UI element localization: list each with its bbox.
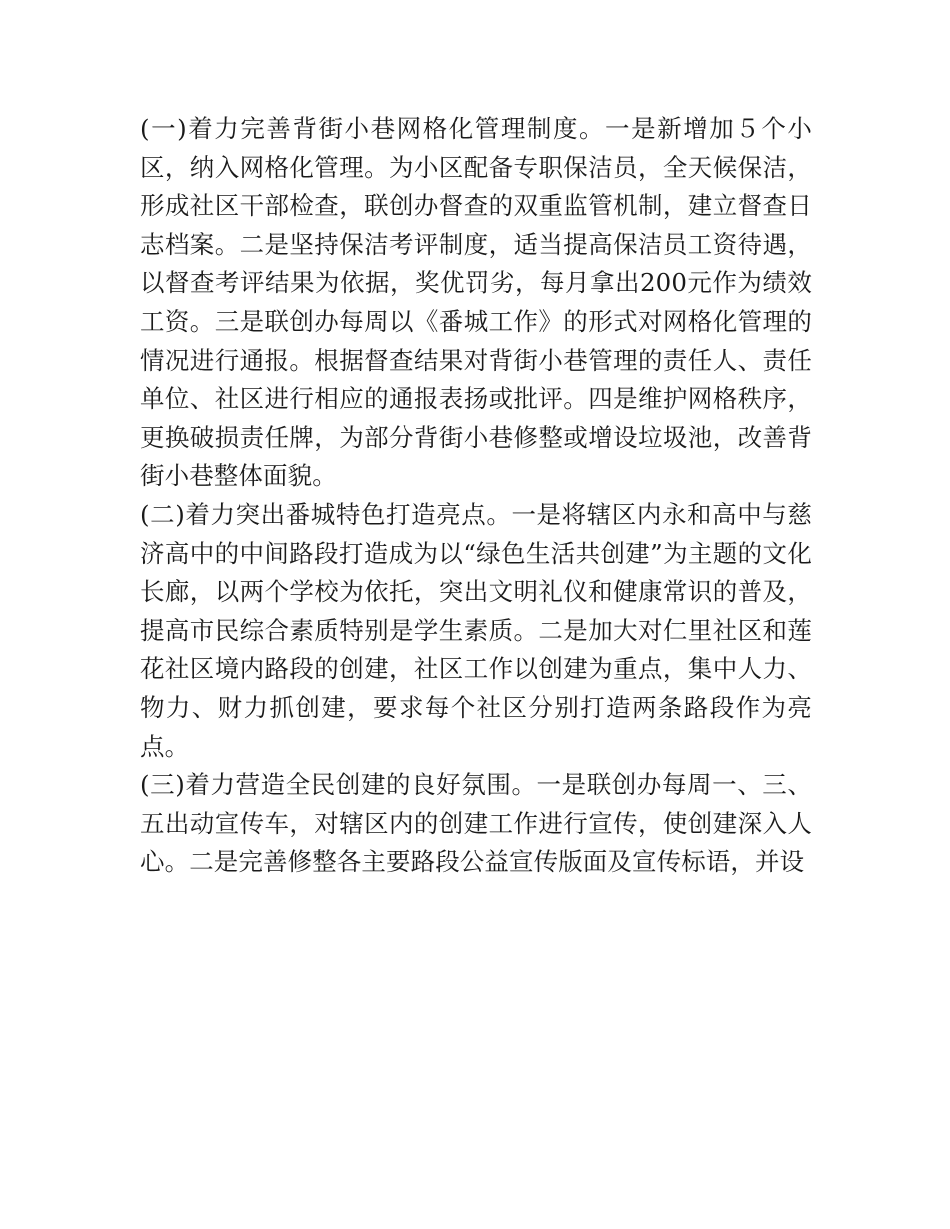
paragraph-3: (三)着力营造全民创建的良好氛围。一是联创办每周一、三、五出动宣传车，对辖区内的创建工作进行宣传，使创建深入人心。二是完善修整各主要路段公益宣传版面及宣传标语，并设 <box>140 770 812 877</box>
paragraph-2: (二)着力突出番城特色打造亮点。一是将辖区内永和高中与慈济高中的中间路段打造成为以“绿色生活共创建”为主题的文化长廊，以两个学校为依托，突出文明礼仪和健康常识的普及，提高市民综合素质特别是学生素质。二是加大对仁里社区和莲花社区境内路段的创建，社区工作以创建为重点，集中人力、物力、财力抓创建，要求每个社区分别打造两条路段作为亮点。 <box>140 499 812 761</box>
paragraph-1: (一)着力完善背街小巷网格化管理制度。一是新增加５个小区，纳入网格化管理。为小区配备专职保洁员，全天候保洁，形成社区干部检查，联创办督查的双重监管机制，建立督查日志档案。二是坚持保洁考评制度，适当提高保洁员工资待遇，以督查考评结果为依据，奖优罚劣，每月拿出200元作为绩效工资。三是联创办每周以《番城工作》的形式对网格化管理的情况进行通报。根据督查结果对背街小巷管理的责任人、责任单位、社区进行相应的通报表扬或批评。四是维护网格秩序，更换破损责任牌，为部分背街小巷修整或增设垃圾池，改善背街小巷整体面貌。 <box>140 114 812 491</box>
document-body <box>140 110 812 882</box>
